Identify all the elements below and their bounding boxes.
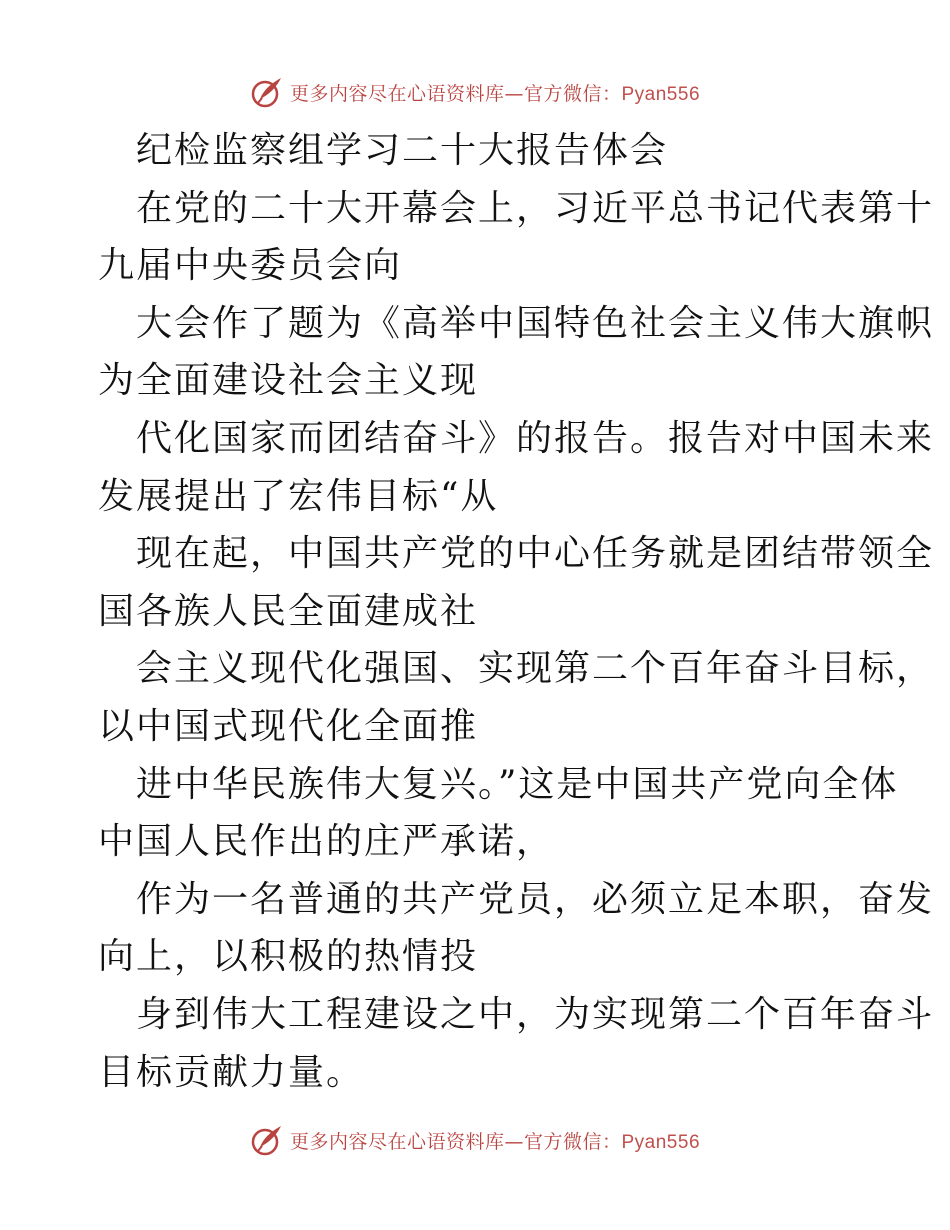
wechat-label: 官方微信：	[523, 82, 622, 105]
paragraph-line: 进中华民族伟大复兴。”这是中国共产党向全体	[136, 763, 899, 805]
document-body	[98, 122, 935, 1101]
paragraph-line: 代化国家而团结奋斗》的报告。报告对中国未来	[136, 417, 935, 459]
watermark-slogan: 更多内容尽在心语资料库	[289, 82, 505, 105]
feather-pen-logo-icon	[250, 75, 284, 109]
watermark-separator: —	[504, 82, 524, 105]
footer-watermark-banner	[0, 1120, 950, 1160]
paragraph-line: 大会作了题为《高举中国特色社会主义伟大旗帜	[136, 302, 935, 344]
paragraph-line: 向上，以积极的热情投	[98, 936, 479, 978]
paragraph-line: 以中国式现代化全面推	[98, 705, 479, 747]
watermark-separator: —	[504, 1130, 524, 1153]
paragraph-line: 目标贡献力量。	[98, 1051, 365, 1093]
paragraph-line: 九届中央委员会向	[98, 245, 403, 287]
paragraph-line: 发展提出了宏伟目标“从	[98, 475, 499, 517]
paragraph-line: 国各族人民全面建成社	[98, 590, 479, 632]
document-title: 纪检监察组学习二十大报告体会	[136, 130, 669, 171]
wechat-id: Pyan556	[621, 83, 701, 105]
watermark-text	[290, 1127, 700, 1154]
paragraph-line: 中国人民作出的庄严承诺，	[98, 821, 555, 863]
paragraph-line: 作为一名普通的共产党员，必须立足本职，奋发	[136, 878, 935, 920]
paragraph-line: 身到伟大工程建设之中，为实现第二个百年奋斗	[136, 993, 935, 1035]
paragraph-line: 为全面建设社会主义现	[98, 360, 479, 402]
watermark-slogan: 更多内容尽在心语资料库	[289, 1130, 505, 1153]
feather-pen-logo-icon	[250, 1123, 284, 1157]
paragraph-line: 在党的二十大开幕会上，习近平总书记代表第十	[136, 187, 935, 229]
paragraph-line: 现在起，中国共产党的中心任务就是团结带领全	[136, 533, 935, 575]
header-watermark-banner	[0, 72, 950, 112]
paragraph-line: 会主义现代化强国、实现第二个百年奋斗目标，	[136, 648, 935, 690]
watermark-text	[290, 79, 700, 106]
wechat-id: Pyan556	[621, 1131, 701, 1153]
wechat-label: 官方微信：	[523, 1130, 622, 1153]
